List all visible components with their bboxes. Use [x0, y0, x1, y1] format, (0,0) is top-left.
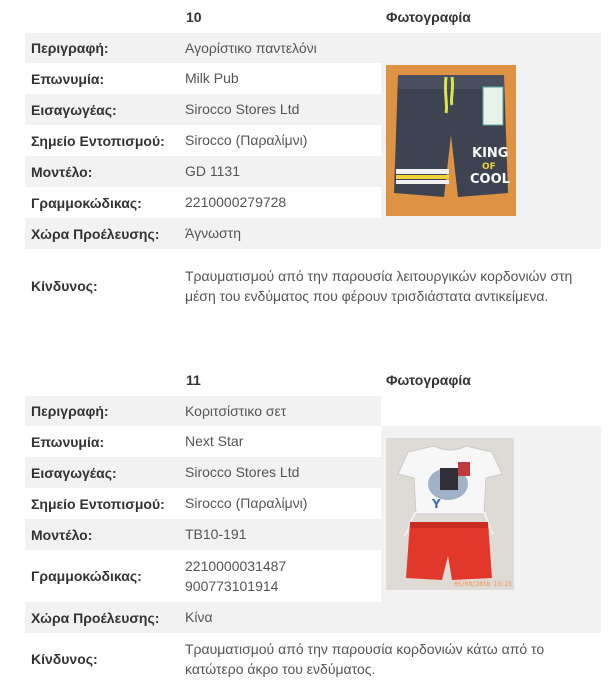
value-brand: Next Star [185, 433, 244, 449]
row-model [25, 156, 381, 187]
row-brand [25, 426, 381, 457]
value-description: Αγορίστικο παντελόνι [185, 39, 317, 56]
value-origin: Άγνωστη [185, 225, 241, 241]
row-origin [25, 602, 601, 633]
value-risk: Τραυματισμού από την παρουσία κορδονιών κάτω από το κατώτερο άκρο του ενδύματος. [185, 641, 545, 677]
row-description [25, 33, 381, 63]
value-risk: Τραυματισμού από την παρουσία λειτουργικών κορδονιών στη μέση του ενδύματος που φέρουν τρισδιάστατα αντικείμενα. [185, 268, 573, 304]
value-barcode-line-2: 900773101914 [185, 578, 279, 594]
row-barcode [25, 550, 381, 602]
value-brand: Milk Pub [185, 70, 239, 86]
row-location [25, 488, 381, 519]
value-description: Κοριτσίστικο σετ [185, 402, 287, 419]
value-location: Sirocco (Παραλίμνι) [185, 132, 308, 148]
record-number: 11 [186, 372, 201, 388]
label-importer: Εισαγωγέας: [31, 101, 117, 118]
value-importer: Sirocco Stores Ltd [185, 101, 300, 117]
label-description: Περιγραφή: [31, 40, 109, 56]
row-importer [25, 457, 381, 488]
print-text-king: KING [472, 146, 509, 161]
photo-cell [381, 33, 601, 218]
value-barcode: 2210000279728 [185, 194, 287, 210]
photo-cell [381, 426, 601, 602]
row-brand [25, 63, 381, 94]
photo-column-header: Φωτογραφία [386, 9, 471, 25]
label-brand: Επωνυμία: [31, 433, 105, 450]
print-text-cool: COOL [470, 172, 510, 187]
svg-text:Y: Y [432, 497, 441, 511]
value-barcode [185, 556, 381, 596]
label-barcode: Γραμμοκώδικας: [31, 194, 142, 211]
photo-date-stamp: 05/09/2018 13:23 [454, 581, 512, 588]
label-risk: Κίνδυνος: [31, 651, 98, 667]
label-description: Περιγραφή: [31, 403, 109, 419]
record-number: 10 [186, 9, 202, 25]
value-origin: Κίνα [185, 609, 213, 625]
print-text-of: OF [482, 162, 496, 172]
label-barcode: Γραμμοκώδικας: [31, 568, 142, 584]
row-risk [25, 636, 601, 682]
value-barcode-line-1: 2210000031487 [185, 558, 287, 574]
product-photo-shorts [386, 65, 516, 216]
label-location: Σημείο Εντοπισμού: [31, 132, 165, 149]
row-origin [25, 218, 601, 249]
label-origin: Χώρα Προέλευσης: [31, 609, 160, 626]
photo-column-header: Φωτογραφία [386, 372, 471, 388]
value-model: GD 1131 [185, 163, 240, 179]
label-origin: Χώρα Προέλευσης: [31, 225, 160, 242]
label-model: Μοντέλο: [31, 526, 93, 543]
row-barcode [25, 187, 381, 218]
row-model [25, 519, 381, 550]
label-risk: Κίνδυνος: [31, 278, 98, 294]
value-location: Sirocco (Παραλίμνι) [185, 495, 308, 511]
value-model: TB10-191 [185, 526, 247, 542]
product-photo-set [386, 438, 514, 590]
label-model: Μοντέλο: [31, 163, 93, 180]
label-location: Σημείο Εντοπισμού: [31, 495, 165, 512]
label-importer: Εισαγωγέας: [31, 464, 117, 481]
row-description [25, 396, 381, 426]
label-brand: Επωνυμία: [31, 70, 105, 87]
row-risk [25, 252, 601, 320]
value-importer: Sirocco Stores Ltd [185, 464, 300, 480]
row-importer [25, 94, 381, 125]
row-location [25, 125, 381, 156]
